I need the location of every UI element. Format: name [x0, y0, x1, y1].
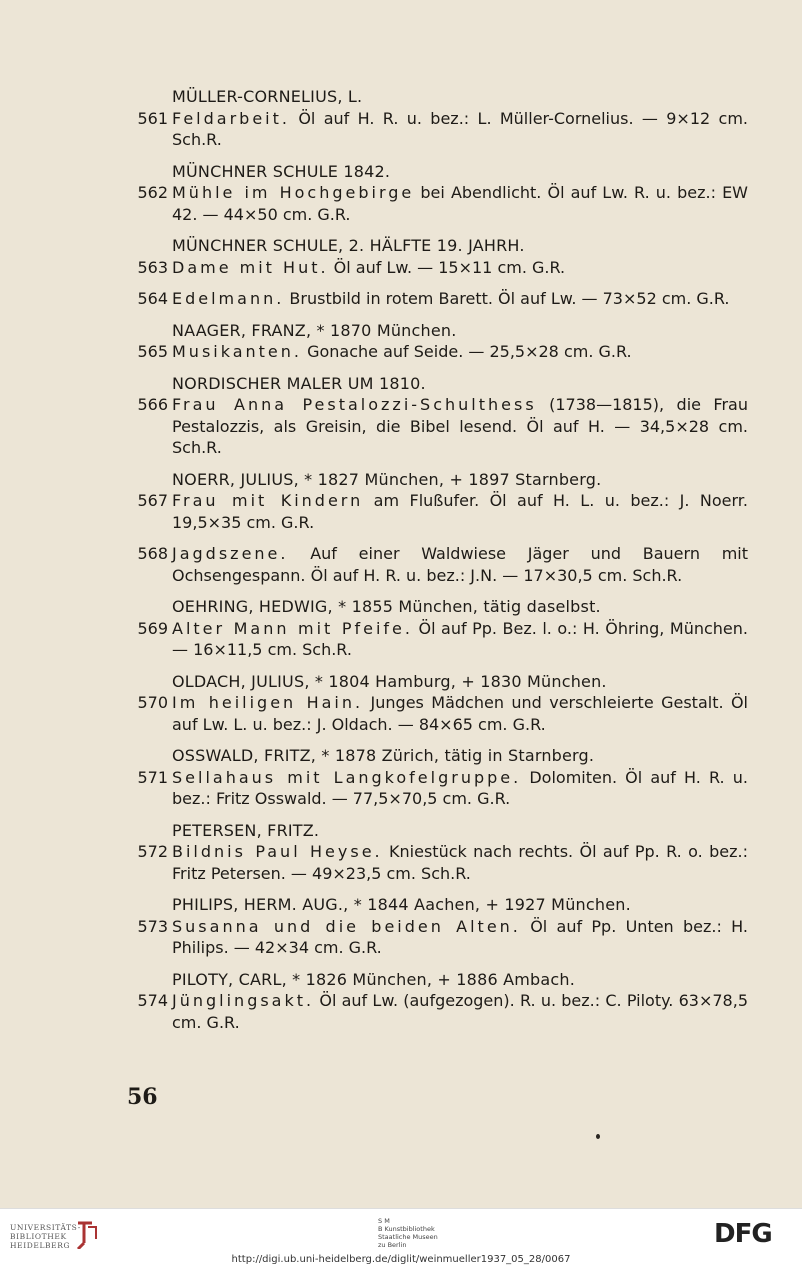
lot-number: 562 — [137, 183, 168, 202]
lot-number: 563 — [137, 257, 168, 277]
lot-number: 569 — [137, 618, 168, 638]
catalog-entry — [124, 394, 748, 459]
source-url[interactable]: http://digi.ub.uni-heidelberg.de/diglit/weinmueller1937_05_28/0067 — [231, 1254, 571, 1265]
catalog-entry — [124, 182, 748, 225]
lot-number: 564 — [137, 289, 168, 308]
university-library-icon — [74, 1219, 98, 1249]
entry-description — [172, 257, 748, 279]
entry-description — [172, 182, 748, 225]
artist-heading: PILOTY, CARL, * 1826 München, + 1886 Ambach. — [172, 969, 576, 989]
entry-description — [172, 990, 748, 1033]
entry-description — [172, 108, 748, 151]
catalog-entry — [124, 108, 748, 151]
artwork-title: Alter Mann mit Pfeife. — [172, 618, 413, 638]
catalog-entry — [124, 341, 748, 363]
artist-heading: NORDISCHER MALER UM 1810. — [172, 373, 426, 393]
artwork-title: Im heiligen Hain. — [172, 693, 364, 712]
entry-description — [172, 490, 748, 533]
artwork-details: bei Abendlicht. Öl auf Lw. R. u. bez.: EW 42. — 44×50 cm. G.R. — [172, 183, 748, 224]
artist-heading: OLDACH, JULIUS, * 1804 Hamburg, + 1830 München. — [172, 671, 607, 691]
artwork-title: Bildnis Paul Heyse. — [172, 842, 383, 861]
page-number: 56 — [127, 1084, 158, 1110]
catalog-entry — [124, 543, 748, 586]
university-library-logo-text: UNIVERSITÄTS- BIBLIOTHEK HEIDELBERG — [10, 1223, 81, 1250]
kunstbibliothek-logo-text: S M B Kunstbibliothek Staatliche Museen zu Berlin — [378, 1217, 438, 1249]
catalog-entry — [124, 990, 748, 1033]
entry-description — [172, 692, 748, 735]
artwork-title: Frau mit Kindern — [172, 491, 364, 510]
artwork-title: Edelmann. — [172, 289, 285, 308]
lot-number: 574 — [137, 991, 168, 1010]
artwork-details: Gonache auf Seide. — 25,5×28 cm. G.R. — [307, 342, 632, 361]
catalog-entry — [124, 916, 748, 959]
lot-number: 572 — [137, 842, 168, 861]
lot-number: 565 — [137, 342, 168, 361]
lot-number: 571 — [137, 767, 168, 787]
lot-number: 561 — [137, 108, 168, 128]
entry-description — [172, 543, 748, 586]
lot-number: 573 — [137, 916, 168, 936]
artwork-details: (1738—1815), die Frau Pestalozzis, als Greisin, die Bibel lesend. Öl auf H. — 34,5×28 cm. Sch.R. — [172, 395, 748, 457]
artwork-details: Auf einer Waldwiese Jäger und Bauern mit Ochsengespann. Öl auf H. R. u. bez.: J.N. — 17×30,5 cm. Sch.R. — [172, 544, 748, 585]
footer-bar — [0, 1208, 802, 1267]
catalog-entry — [124, 490, 748, 533]
artwork-title: Jagdszene. — [172, 544, 289, 563]
artwork-details: Kniestück nach rechts. Öl auf Pp. R. o. bez.: Fritz Petersen. — 49×23,5 cm. Sch.R. — [172, 842, 749, 883]
ink-speck — [596, 1134, 600, 1139]
artwork-details: Öl auf Pp. Bez. l. o.: H. Öhring, München. — 16×11,5 cm. Sch.R. — [172, 618, 748, 659]
artwork-title: Mühle im Hochgebirge — [172, 183, 415, 202]
catalog-entry — [124, 692, 748, 735]
lot-number: 567 — [137, 491, 168, 510]
entry-description — [172, 394, 748, 459]
artist-heading: OSSWALD, FRITZ, * 1878 Zürich, tätig in Starnberg. — [172, 746, 595, 765]
entry-description — [172, 841, 748, 884]
artwork-title: Susanna und die beiden Alten. — [172, 916, 521, 936]
artwork-details: Dolomiten. Öl auf H. R. u. bez.: Fritz Osswald. — 77,5×70,5 cm. G.R. — [172, 767, 748, 808]
artwork-details: Brustbild in rotem Barett. Öl auf Lw. — 73×52 cm. G.R. — [289, 289, 730, 308]
artist-heading: MÜNCHNER SCHULE 1842. — [172, 161, 391, 181]
artwork-details: Öl auf Lw. — 15×11 cm. G.R. — [333, 257, 566, 277]
artwork-title: Feldarbeit. — [172, 108, 290, 128]
artwork-title: Frau Anna Pestalozzi-Schulthess — [172, 395, 537, 414]
artist-heading: MÜNCHNER SCHULE, 2. HÄLFTE 19. JAHRH. — [172, 236, 525, 255]
entry-description — [172, 767, 748, 810]
lot-number: 570 — [137, 693, 168, 712]
artwork-details: Öl auf Pp. Unten bez.: H. Philips. — 42×34 cm. G.R. — [172, 916, 748, 957]
entry-description — [172, 288, 748, 310]
artwork-details: am Flußufer. Öl auf H. L. u. bez.: J. Noerr. 19,5×35 cm. G.R. — [172, 491, 749, 532]
lot-number: 568 — [137, 544, 168, 563]
artwork-title: Dame mit Hut. — [172, 257, 329, 277]
artist-heading: NAAGER, FRANZ, * 1870 München. — [172, 320, 457, 340]
catalog-entry — [124, 288, 748, 310]
catalog-list — [124, 86, 748, 1033]
artist-heading: NOERR, JULIUS, * 1827 München, + 1897 Starnberg. — [172, 469, 602, 489]
catalog-entry — [124, 841, 748, 884]
dfg-logo: DFG — [714, 1219, 772, 1249]
catalog-entry — [124, 767, 748, 810]
artist-heading: MÜLLER-CORNELIUS, L. — [172, 87, 363, 106]
lot-number: 566 — [137, 395, 168, 414]
artist-heading: OEHRING, HEDWIG, * 1855 München, tätig daselbst. — [172, 597, 601, 616]
artwork-title: Jünglingsakt. — [172, 991, 315, 1010]
artist-heading: PETERSEN, FRITZ. — [172, 820, 320, 840]
artwork-details: Junges Mädchen und verschleierte Gestalt. Öl auf Lw. L. u. bez.: J. Oldach. — 84×65 cm. G.R. — [172, 693, 748, 734]
artwork-details: Öl auf H. R. u. bez.: L. Müller-Cornelius. — 9×12 cm. Sch.R. — [172, 108, 748, 149]
entry-description — [172, 341, 748, 363]
catalog-entry — [124, 257, 748, 279]
entry-description — [172, 916, 748, 959]
entry-description — [172, 618, 748, 661]
artist-heading: PHILIPS, HERM. AUG., * 1844 Aachen, + 1927 München. — [172, 895, 631, 914]
artwork-title: Musikanten. — [172, 342, 302, 361]
artwork-title: Sellahaus mit Langkofelgruppe. — [172, 767, 522, 787]
artwork-details: Öl auf Lw. (aufgezogen). R. u. bez.: C. Piloty. 63×78,5 cm. G.R. — [172, 991, 748, 1032]
catalog-entry — [124, 618, 748, 661]
